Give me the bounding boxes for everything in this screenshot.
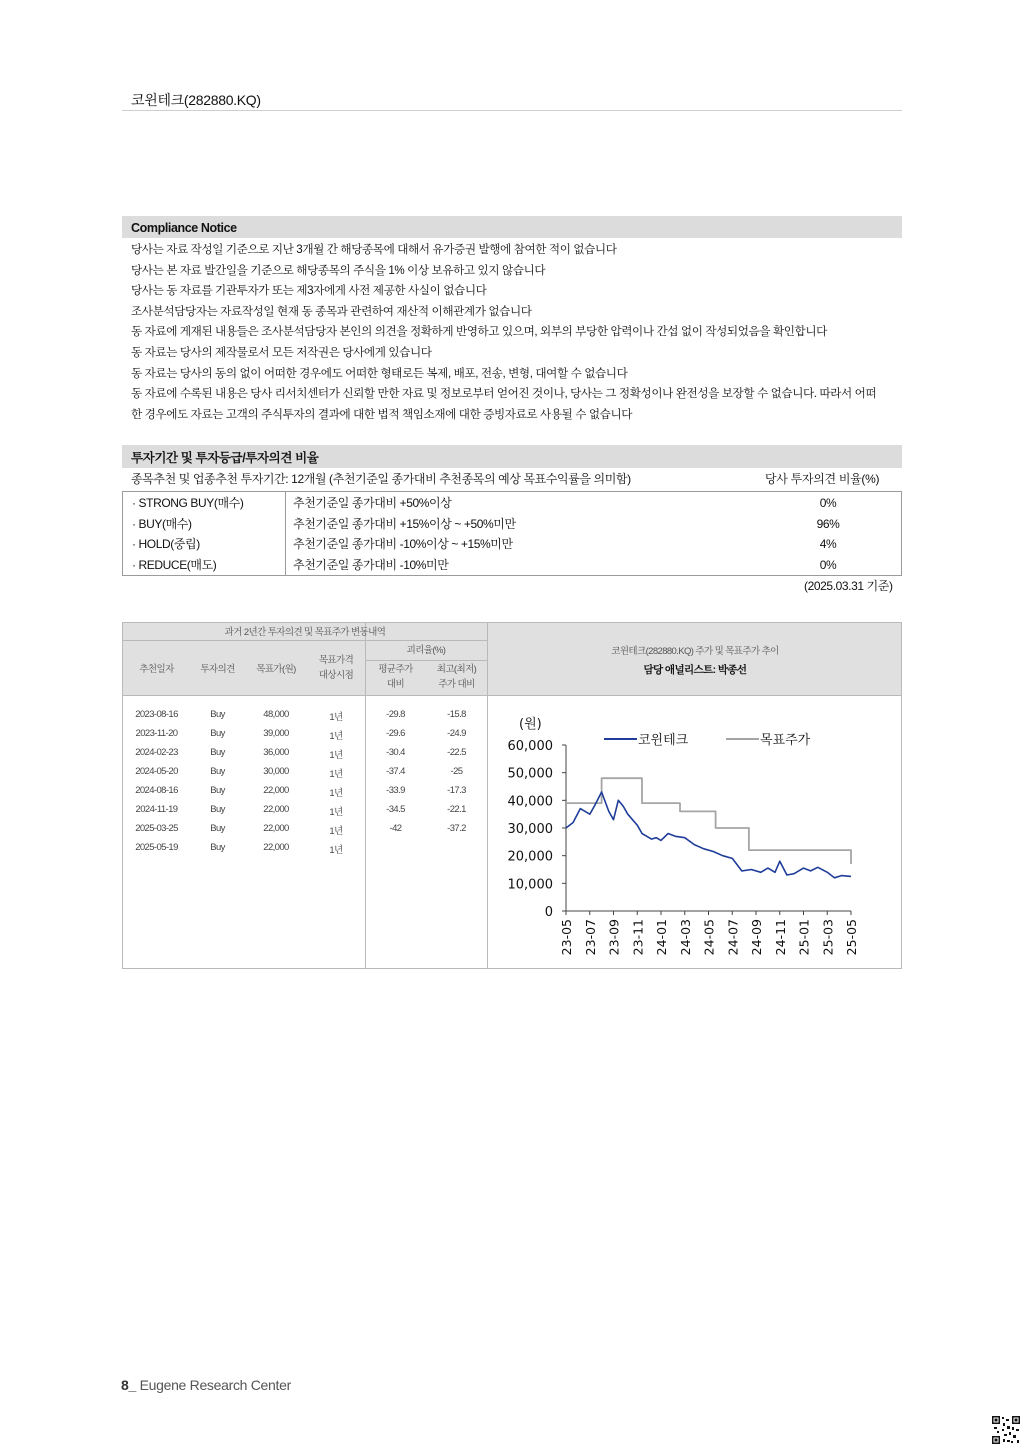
- x-tick-label: 24-03: [677, 919, 693, 956]
- history-cell-peak: -22.1: [447, 804, 466, 815]
- x-tick-label: 23-05: [559, 919, 574, 956]
- history-cell-date: 2024-08-16: [135, 785, 178, 796]
- history-cell-date: 2024-11-19: [135, 804, 178, 815]
- history-cell-avg: -37.4: [386, 766, 405, 777]
- row-divider: [365, 660, 487, 661]
- compliance-line: 당사는 자료 작성일 기준으로 지난 3개월 간 해당종목에 대해서 유가증권 발행에 참여한 적이 없습니다: [131, 243, 617, 256]
- history-cell-opinion: Buy: [210, 709, 225, 720]
- footer-org: Eugene Research Center: [139, 1377, 291, 1393]
- col-target-header: 목표가(원): [256, 664, 296, 675]
- history-cell-avg: -33.9: [386, 785, 405, 796]
- col-peak-header-line: 최고(최저): [436, 664, 477, 675]
- rating-grade: · STRONG BUY(매수): [132, 496, 244, 510]
- history-cell-avg: -29.6: [386, 728, 405, 739]
- history-row: [123, 747, 488, 766]
- history-cell-basis: 1년: [329, 712, 343, 723]
- rating-row: [123, 534, 901, 555]
- history-cell-target: 22,000: [263, 785, 289, 796]
- history-cell-target: 30,000: [263, 766, 289, 777]
- x-tick-label: 23-11: [630, 919, 646, 956]
- history-cell-peak: -24.9: [447, 728, 466, 739]
- history-cell-peak: -25: [450, 766, 463, 777]
- history-cell-date: 2023-08-16: [135, 709, 178, 720]
- col-opinion-header: 투자의견: [200, 664, 235, 675]
- y-axis-label: (원): [519, 717, 542, 732]
- history-cell-target: 22,000: [263, 823, 289, 834]
- x-tick-label: 25-03: [820, 919, 836, 956]
- col-date-header: 추천일자: [139, 664, 174, 675]
- rating-as-of-date: (2025.03.31 기준): [804, 579, 893, 593]
- history-cell-basis: 1년: [329, 769, 343, 780]
- rating-desc: 추천기준일 종가대비 -10%이상 ~ +15%미만: [293, 537, 513, 551]
- opinion-history-panel: [122, 622, 902, 969]
- rating-subheading: 종목추천 및 업종추천 투자기간: 12개월 (추천기준일 종가대비 추천종목의 예상 목표수익률을 의미함): [131, 472, 631, 486]
- x-tick-label: 24-11: [772, 919, 788, 956]
- history-cell-basis: 1년: [329, 807, 343, 818]
- rating-heading: 투자기간 및 투자등급/투자의견 비율: [122, 445, 902, 468]
- history-cell-basis: 1년: [329, 788, 343, 799]
- x-tick-label: 24-09: [749, 919, 764, 956]
- y-tick-label: 0: [544, 905, 553, 920]
- history-cell-target: 36,000: [263, 747, 289, 758]
- y-tick-label: 40,000: [507, 794, 553, 810]
- history-cell-opinion: Buy: [210, 785, 225, 796]
- rating-grade: · REDUCE(매도): [132, 557, 217, 572]
- page-footer: [121, 1377, 291, 1393]
- x-tick-label: 24-05: [701, 919, 717, 956]
- history-cell-opinion: Buy: [210, 842, 225, 853]
- col-avg-header: [365, 662, 426, 692]
- qr-code-icon: [991, 1415, 1021, 1445]
- x-tick-label: 25-05: [844, 919, 859, 956]
- history-cell-peak: -15.8: [447, 709, 466, 720]
- rating-ratio-header: 당사 투자의견 비율(%): [765, 472, 880, 486]
- rating-row: [123, 493, 901, 514]
- history-cell-basis: 1년: [329, 826, 343, 837]
- history-cell-date: 2024-05-20: [135, 766, 178, 777]
- history-cell-avg: -34.5: [386, 804, 405, 815]
- y-tick-label: 10,000: [507, 877, 553, 893]
- x-tick-label: 24-01: [654, 919, 669, 956]
- rating-desc: 추천기준일 종가대비 +50%이상: [293, 496, 452, 510]
- report-company-title: 코윈테크(282880.KQ): [131, 92, 261, 108]
- history-row: [123, 785, 488, 804]
- compliance-line: 동 자료는 당사의 제작물로서 모든 저작권은 당사에게 있습니다: [131, 345, 432, 359]
- compliance-line: 동 자료에 수록된 내용은 당사 리서치센터가 신뢰할 만한 자료 및 정보로부터 얻어진 것이나, 당사는 그 정확성이나 완전성을 보장할 수 없습니다. 따라서 어떠: [131, 387, 877, 401]
- price-target-chart: [489, 696, 901, 968]
- history-title: 과거 2년간 투자의견 및 목표주가 변동내역: [224, 627, 386, 638]
- y-tick-label: 30,000: [507, 822, 553, 837]
- col-basis-header: [307, 653, 365, 683]
- compliance-heading: Compliance Notice: [122, 216, 902, 238]
- x-tick-label: 23-09: [606, 919, 622, 956]
- history-cell-date: 2024-02-23: [135, 747, 178, 758]
- chart-title: 코윈테크(282880.KQ) 주가 및 목표주가 추이: [611, 646, 779, 657]
- compliance-line: 동 자료에 게재된 내용들은 조사분석담당자 본인의 의견을 정확하게 반영하고 있으며, 외부의 부당한 압력이나 간섭 없이 작성되었음을 확인합니다: [131, 325, 827, 339]
- compliance-line: 동 자료는 당사의 동의 없이 어떠한 경우에도 어떠한 형태로든 복제, 배포, 전송, 변형, 대여할 수 없습니다: [131, 366, 628, 380]
- history-row: [123, 823, 488, 842]
- rating-desc: 추천기준일 종가대비 -10%미만: [293, 557, 449, 572]
- history-cell-target: 48,000: [263, 709, 289, 720]
- row-divider: [123, 640, 487, 641]
- history-cell-basis: 1년: [329, 750, 343, 761]
- rating-desc: 추천기준일 종가대비 +15%이상 ~ +50%미만: [293, 516, 516, 531]
- compliance-line: 조사분석담당자는 자료작성일 현재 동 종목과 관련하여 재산적 이해관계가 없습니다: [131, 304, 532, 318]
- rating-table: [122, 491, 902, 576]
- history-cell-target: 39,000: [263, 728, 289, 739]
- col-avg-header-line: 평균주가: [378, 664, 413, 675]
- header-divider: [122, 110, 902, 111]
- legend-label: 코윈테크: [638, 733, 689, 748]
- history-cell-avg: -42: [389, 823, 402, 834]
- col-avg-header-line: 대비: [386, 679, 405, 690]
- price-series-line: [566, 792, 851, 878]
- rating-pct: 4%: [819, 537, 837, 551]
- compliance-line: 한 경우에도 자료는 고객의 주식투자의 결과에 대한 법적 책임소재에 대한 증빙자료로 사용될 수 없습니다: [131, 407, 633, 421]
- compliance-line: 당사는 동 자료를 기관투자가 또는 제3자에게 사전 제공한 사실이 없습니다: [131, 284, 487, 298]
- target-price-series-line: [566, 778, 851, 864]
- history-cell-avg: -29.8: [386, 709, 405, 720]
- x-tick-label: 25-01: [796, 919, 812, 956]
- col-peak-header-line: 주가 대비: [438, 679, 475, 690]
- history-cell-opinion: Buy: [210, 728, 225, 739]
- col-basis-header-line: 목표가격: [318, 655, 354, 666]
- x-tick-label: 24-07: [725, 919, 741, 956]
- compliance-text: [131, 240, 901, 425]
- history-cell-date: 2025-03-25: [135, 823, 178, 834]
- history-cell-target: 22,000: [263, 804, 289, 815]
- rating-pct: 96%: [816, 516, 840, 531]
- history-cell-target: 22,000: [263, 842, 289, 853]
- history-cell-basis: 1년: [329, 845, 343, 856]
- rating-grade: · BUY(매수): [132, 516, 192, 531]
- rating-grade: · HOLD(중립): [132, 537, 200, 551]
- compliance-line: 당사는 본 자료 발간일을 기준으로 해당종목의 주식을 1% 이상 보유하고 있지 않습니다: [131, 263, 546, 277]
- history-cell-peak: -22.5: [447, 747, 466, 758]
- history-row: [123, 766, 488, 785]
- rating-pct: 0%: [819, 496, 837, 510]
- history-cell-opinion: Buy: [210, 747, 225, 758]
- y-tick-label: 50,000: [507, 766, 553, 782]
- rating-row: [123, 555, 901, 576]
- history-cell-avg: -30.4: [386, 747, 405, 758]
- page-number: 8_: [121, 1377, 136, 1393]
- history-row: [123, 728, 488, 747]
- x-tick-label: 23-07: [582, 919, 598, 956]
- rating-row: [123, 514, 901, 535]
- history-cell-date: 2025-05-19: [135, 842, 178, 853]
- chart-analyst: 담당 애널리스트: 박종선: [643, 664, 747, 676]
- history-cell-opinion: Buy: [210, 766, 225, 777]
- col-divergence-header: 괴리율(%): [406, 645, 446, 656]
- history-cell-peak: -37.2: [447, 823, 466, 834]
- col-basis-header-line: 대상시점: [318, 670, 354, 681]
- history-cell-opinion: Buy: [210, 804, 225, 815]
- history-row: [123, 842, 488, 861]
- history-row: [123, 709, 488, 728]
- history-cell-peak: -17.3: [447, 785, 466, 796]
- legend-label: 목표주가: [760, 733, 811, 748]
- y-tick-label: 60,000: [507, 739, 553, 754]
- history-cell-opinion: Buy: [210, 823, 225, 834]
- history-row: [123, 804, 488, 823]
- rating-pct: 0%: [819, 557, 837, 572]
- history-cell-date: 2023-11-20: [135, 728, 178, 739]
- history-cell-basis: 1년: [329, 731, 343, 742]
- y-tick-label: 20,000: [507, 849, 553, 865]
- col-peak-header: [426, 662, 487, 692]
